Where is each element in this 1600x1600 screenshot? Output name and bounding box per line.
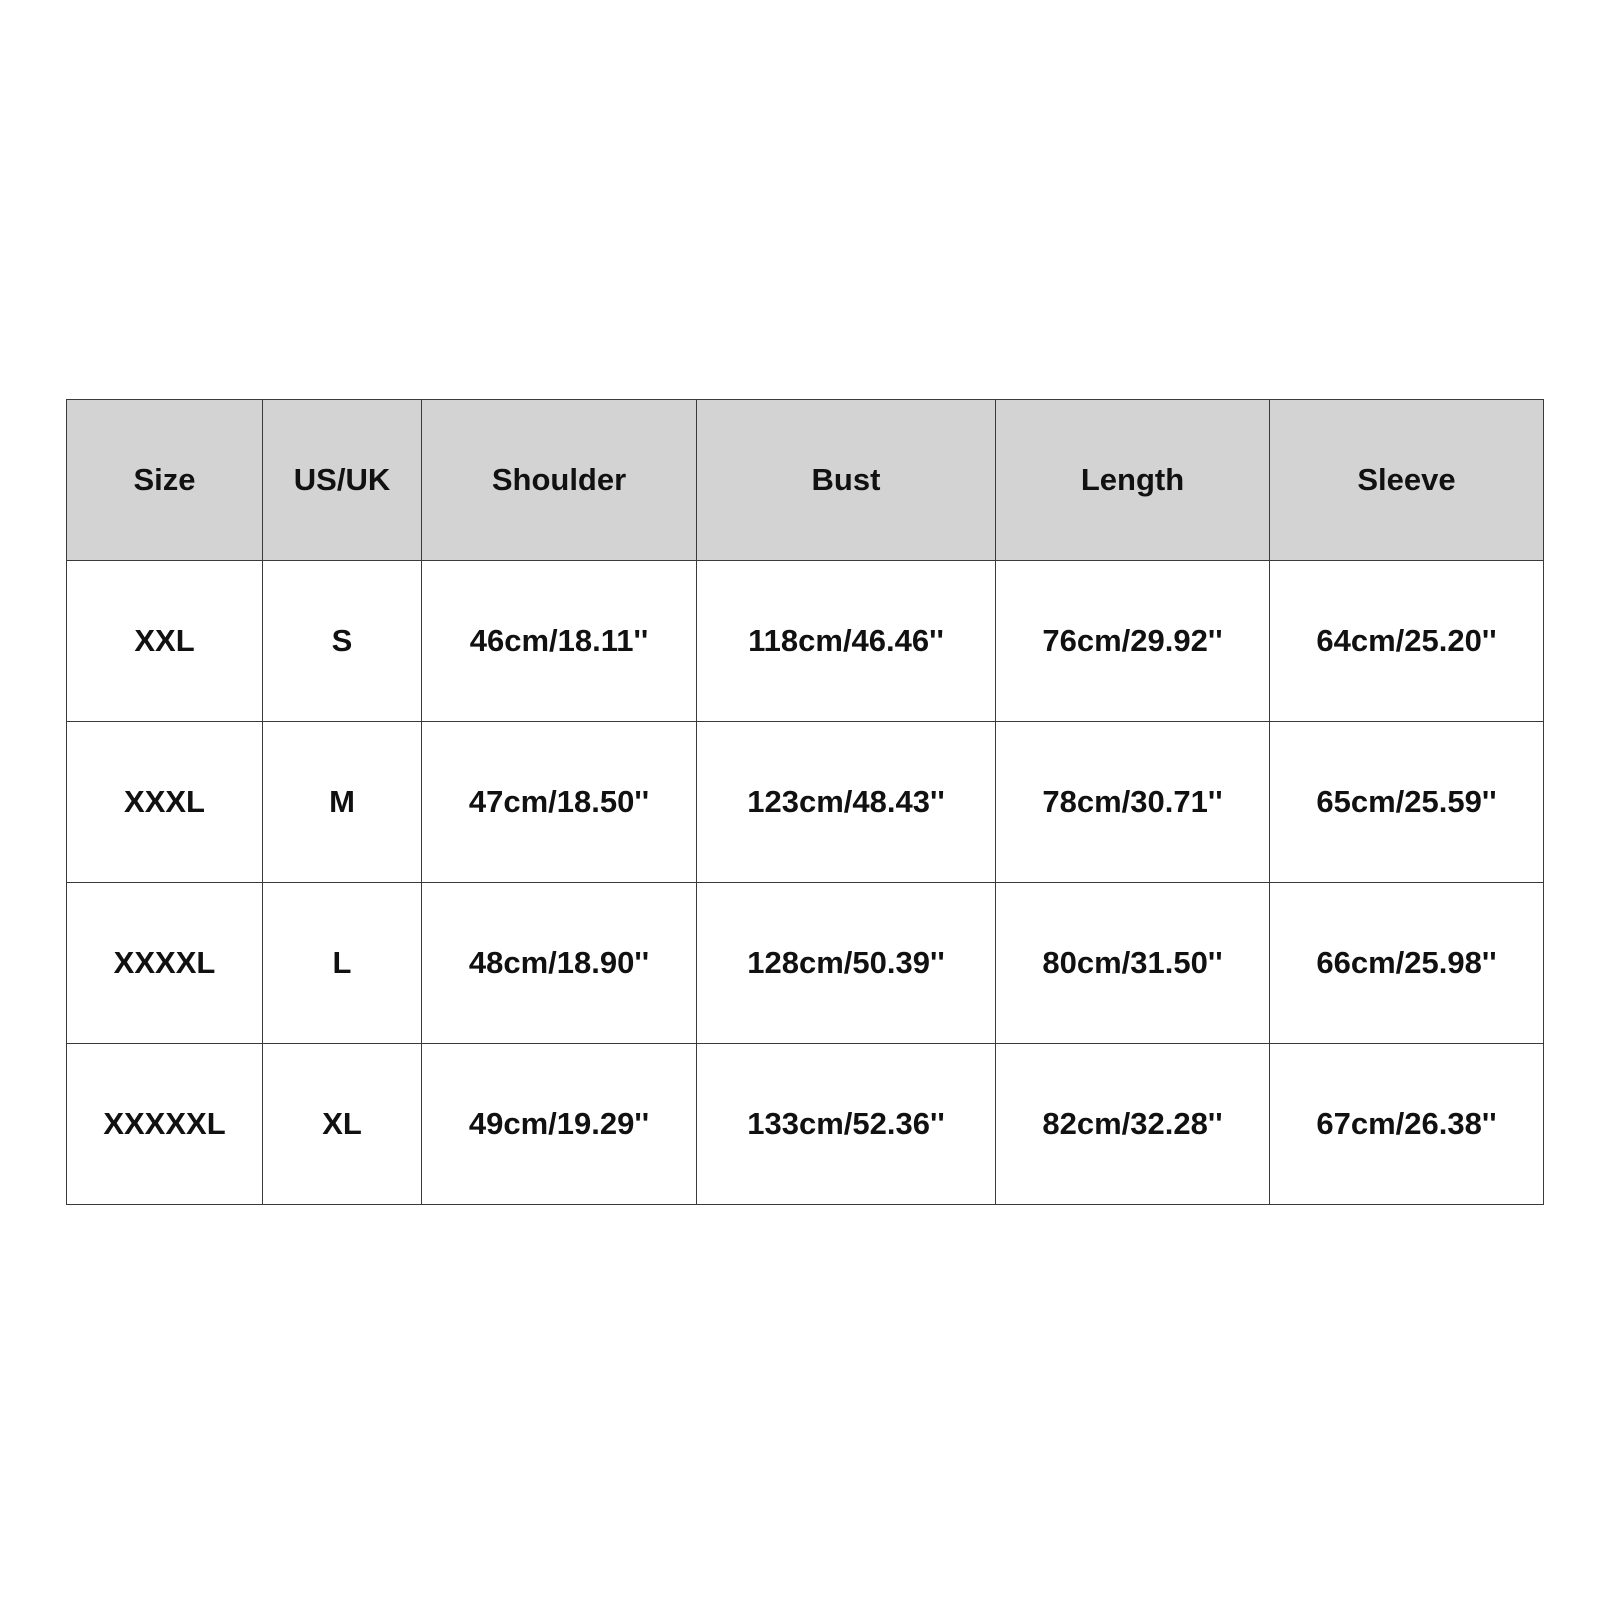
cell-us-uk: S xyxy=(263,561,422,722)
cell-sleeve: 64cm/25.20'' xyxy=(1270,561,1544,722)
cell-length: 76cm/29.92'' xyxy=(996,561,1270,722)
cell-us-uk: M xyxy=(263,722,422,883)
cell-length: 78cm/30.71'' xyxy=(996,722,1270,883)
cell-bust: 118cm/46.46'' xyxy=(697,561,996,722)
cell-size: XXXXL xyxy=(67,883,263,1044)
header-row xyxy=(67,400,1544,561)
table-row xyxy=(67,1044,1544,1205)
cell-shoulder: 46cm/18.11'' xyxy=(422,561,697,722)
cell-sleeve: 66cm/25.98'' xyxy=(1270,883,1544,1044)
cell-shoulder: 47cm/18.50'' xyxy=(422,722,697,883)
cell-bust: 123cm/48.43'' xyxy=(697,722,996,883)
table-row xyxy=(67,883,1544,1044)
cell-length: 80cm/31.50'' xyxy=(996,883,1270,1044)
header-bust: Bust xyxy=(697,400,996,561)
table-row xyxy=(67,722,1544,883)
cell-size: XXXL xyxy=(67,722,263,883)
size-chart-table xyxy=(66,399,1544,1205)
cell-us-uk: L xyxy=(263,883,422,1044)
cell-shoulder: 49cm/19.29'' xyxy=(422,1044,697,1205)
cell-bust: 133cm/52.36'' xyxy=(697,1044,996,1205)
table-header xyxy=(67,400,1544,561)
cell-bust: 128cm/50.39'' xyxy=(697,883,996,1044)
cell-sleeve: 65cm/25.59'' xyxy=(1270,722,1544,883)
cell-us-uk: XL xyxy=(263,1044,422,1205)
header-shoulder: Shoulder xyxy=(422,400,697,561)
header-size: Size xyxy=(67,400,263,561)
cell-sleeve: 67cm/26.38'' xyxy=(1270,1044,1544,1205)
table-body xyxy=(67,561,1544,1205)
cell-length: 82cm/32.28'' xyxy=(996,1044,1270,1205)
header-sleeve: Sleeve xyxy=(1270,400,1544,561)
cell-size: XXL xyxy=(67,561,263,722)
cell-shoulder: 48cm/18.90'' xyxy=(422,883,697,1044)
header-us-uk: US/UK xyxy=(263,400,422,561)
header-length: Length xyxy=(996,400,1270,561)
table-row xyxy=(67,561,1544,722)
cell-size: XXXXXL xyxy=(67,1044,263,1205)
